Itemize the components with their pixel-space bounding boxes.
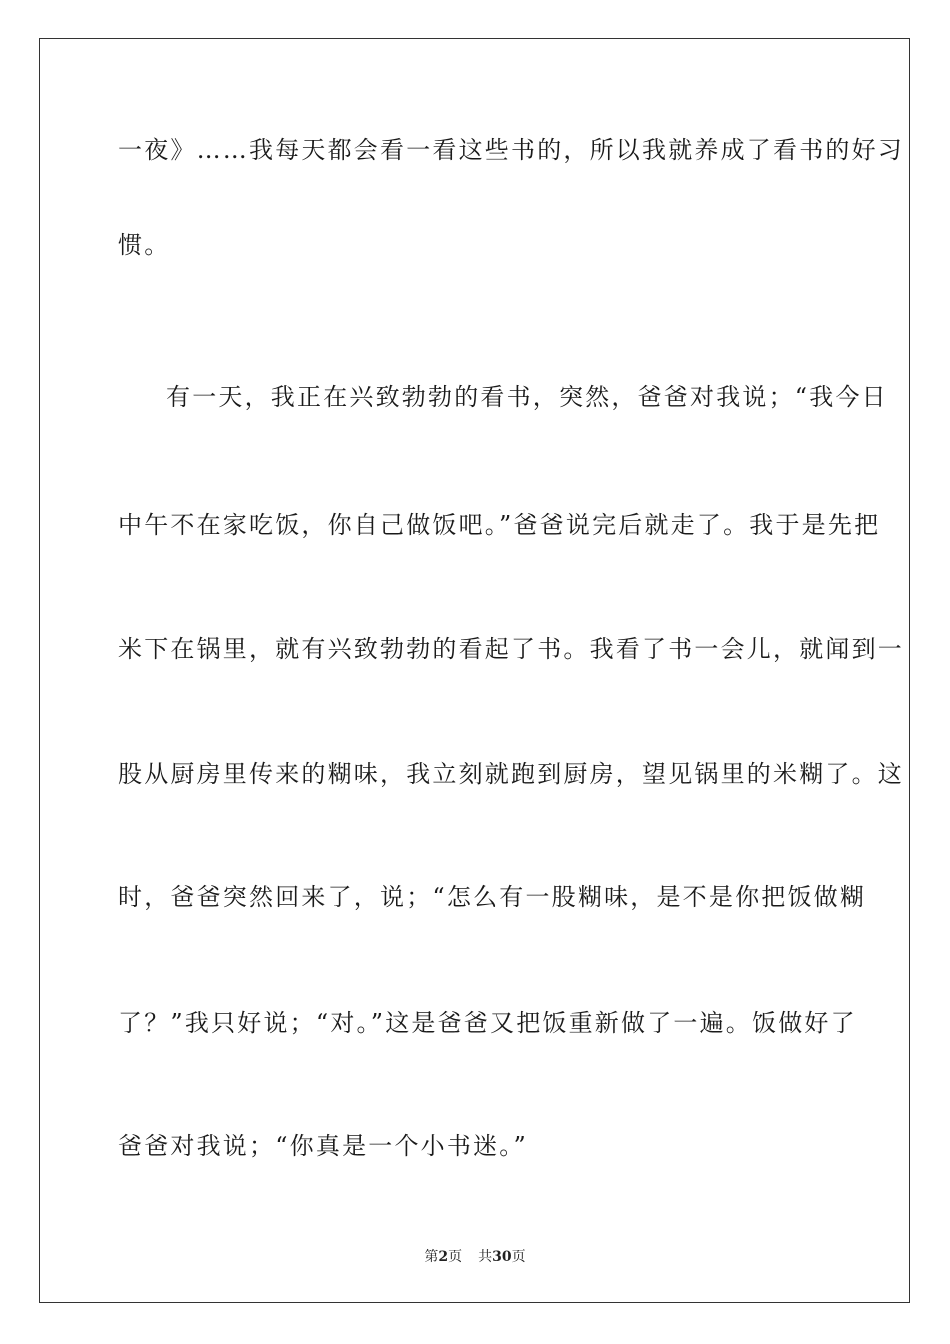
page-suffix: 页 — [448, 1249, 463, 1265]
text-line: 一夜》……我每天都会看一看这些书的，所以我就养成了看书的好习 — [118, 136, 904, 164]
text-line: 了？”我只好说；“对。”这是爸爸又把饭重新做了一遍。饭做好了 — [118, 1009, 857, 1037]
page-border — [39, 38, 910, 1303]
page-footer — [0, 1247, 950, 1267]
total-prefix: 共 — [478, 1249, 493, 1265]
text-line: 惯。 — [118, 231, 171, 259]
page-number: 2 — [438, 1249, 449, 1265]
total-pages: 30 — [492, 1249, 512, 1265]
total-suffix: 页 — [511, 1249, 526, 1265]
text-line: 股从厨房里传来的糊味，我立刻就跑到厨房，望见锅里的米糊了。这 — [118, 760, 904, 788]
page-prefix: 第 — [424, 1249, 439, 1265]
text-line: 中午不在家吃饭，你自己做饭吧。”爸爸说完后就走了。我于是先把 — [118, 511, 881, 539]
text-line: 时，爸爸突然回来了，说；“怎么有一股糊味，是不是你把饭做糊 — [118, 883, 867, 911]
text-line: 爸爸对我说；“你真是一个小书迷。” — [118, 1132, 528, 1160]
text-line: 有一天，我正在兴致勃勃的看书，突然，爸爸对我说；“我今日 — [166, 383, 888, 411]
text-line: 米下在锅里，就有兴致勃勃的看起了书。我看了书一会儿，就闻到一 — [118, 635, 904, 663]
